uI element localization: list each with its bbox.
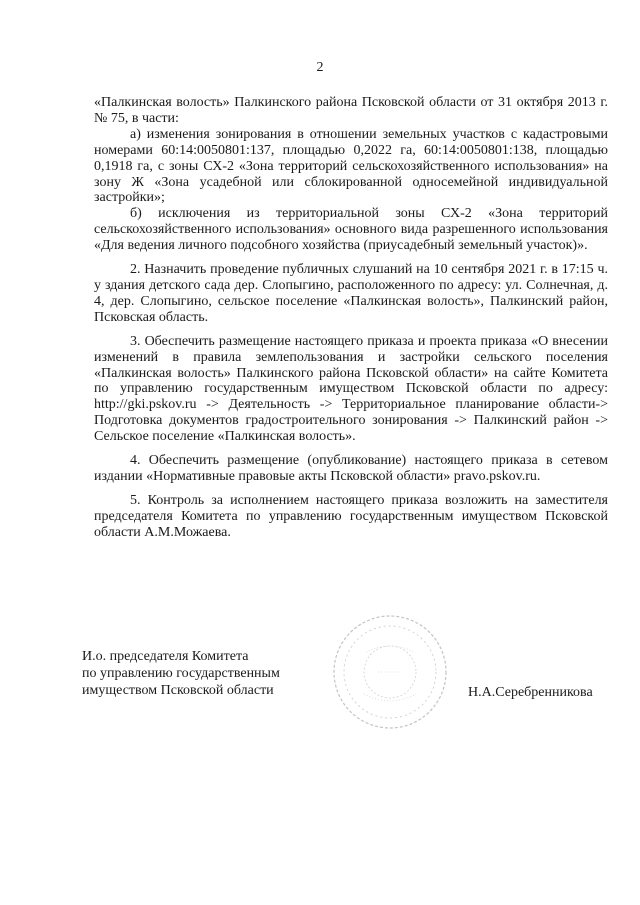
document-body <box>94 95 608 541</box>
paragraph-intro: «Палкинская волость» Палкинского района Псковской области от 31 октября 2013 г. № 75, в части: <box>94 95 608 126</box>
paragraph-4: 4. Обеспечить размещение (опубликование) настоящего приказа в сетевом издании «Нормативные правовые акты Псковской области» pravo.pskov.ru. <box>94 453 608 484</box>
paragraph-2: 2. Назначить проведение публичных слушаний на 10 сентября 2021 г. в 17:15 ч. у здания детского сада дер. Слопыгино, расположенного по адресу: ул. Солнечная, д. 4, дер. Слопыгино, сельское поселение «Палкинская волость», Палкинский район, Псковская область. <box>94 262 608 325</box>
signature-title-line-3: имуществом Псковской области <box>82 683 274 698</box>
page-number: 2 <box>316 60 324 75</box>
seal-stamp-icon <box>330 612 450 732</box>
paragraph-5: 5. Контроль за исполнением настоящего приказа возложить на заместителя председателя Комитета по управлению государственным имуществом Псковской области А.М.Можаева. <box>94 492 608 540</box>
signature-title-line-1: И.о. председателя Комитета <box>82 649 249 664</box>
signature-block <box>82 648 280 699</box>
paragraph-item-a: а) изменения зонирования в отношении земельных участков с кадастровыми номерами 60:14:0050801:137, площадью 0,2022 га, 60:14:0050801:138, площадью 0,1918 га, с зоны СХ-2 «Зона территорий сельскохозяйственного использования» на зону Ж «Зона усадебной или сблокированной односемейной индивидуальной застройки»; <box>94 126 608 206</box>
paragraph-item-b: б) исключения из территориальной зоны СХ-2 «Зона территорий сельскохозяйственного использования» основного вида разрешенного использования «Для ведения личного подсобного хозяйства (приусадебный земельный участок)». <box>94 206 608 254</box>
signatory-name: Н.А.Серебренникова <box>468 685 593 700</box>
signature-title-line-2: по управлению государственным <box>82 666 280 681</box>
paragraph-3: 3. Обеспечить размещение настоящего приказа и проекта приказа «О внесении изменений в правила землепользования и застройки сельского поселения «Палкинская волость» Палкинского района Псковской области» на сайте Комитета по управлению государственным имуществом Псковской области по адресу: http://gki.pskov.ru -> Деятельность -> Территориальное планирование области-> Подготовка документов градостроительного зонирования -> Палкинский район -> Сельское поселение «Палкинская волость». <box>94 333 608 445</box>
